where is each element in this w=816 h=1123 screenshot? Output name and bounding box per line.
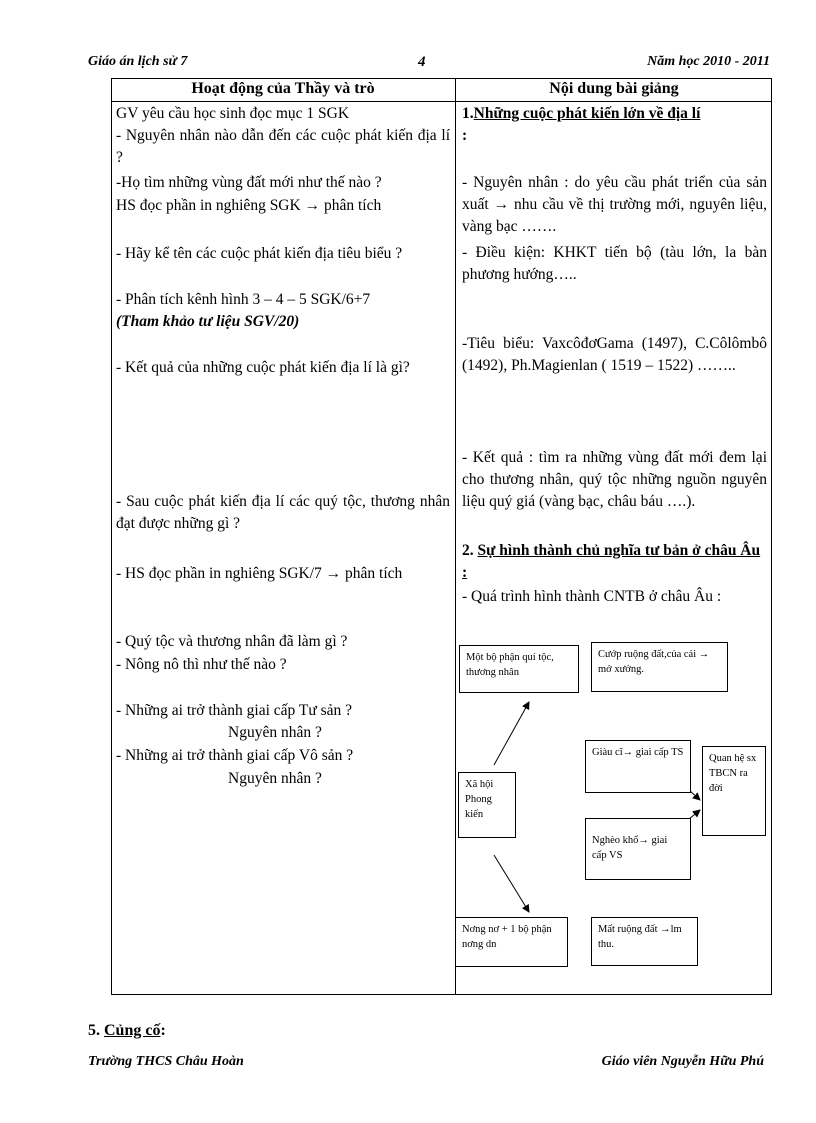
right-text: - Quá trình hình thành CNTB ở châu Âu : [462,588,722,605]
left-text: HS đọc phần in nghiêng SGK → phân tích [116,197,382,214]
footer-teacher: Giáo viên Nguyễn Hữu Phú [601,1054,764,1069]
box-serfs-peasants: Nơng nơ + 1 bộ phận nơng dn [455,917,568,967]
column-title-activities: Hoạt động của Thầy và trò [191,80,375,97]
left-text: Nguyên nhân ? [228,770,322,787]
left-reference-note: (Tham khảo tư liệu SGV/20) [116,313,300,330]
left-text: - HS đọc phần in nghiêng SGK/7 → phân tích [116,565,403,582]
left-text: - Kết quả của những cuộc phát kiến địa lí là gì? [116,359,410,376]
box-lose-land: Mất ruộng đất →lm thu. [591,917,698,966]
left-text: -Họ tìm những vùng đất mới như thế nào ? [116,174,382,191]
left-text: - Những ai trở thành giai cấp Vô sản ? [116,747,354,764]
page-number: 4 [418,54,426,70]
box-seize-land: Cướp ruộng đất,của cải → mở xưởng. [591,642,728,692]
left-text: Nguyên nhân ? [228,724,322,741]
header-subject: Giáo án lịch sử 7 [88,54,188,69]
section-2-heading: 2. Sự hình thành chủ nghĩa tư bản ở châu Âu : [462,542,761,581]
left-text: - Sau cuộc phát kiến địa lí các quý tộc, thương nhân đạt được những gì ? [116,493,450,532]
box-proletariat: Nghèo khổ→ giai cấp VS [585,818,691,880]
arrow-down [494,855,529,912]
left-text: - Phân tích kênh hình 3 – 4 – 5 SGK/6+7 [116,291,371,308]
left-text: - Hãy kể tên các cuộc phát kiến địa tiêu biểu ? [116,245,403,262]
left-text: - Nguyên nhân nào dẫn đến các cuộc phát kiến địa lí ? [116,127,450,166]
right-text: -Tiêu biểu: VaxcôđơGama (1497), C.Côlômbô (1492), Ph.Magienlan ( 1519 – 1522) …….. [462,335,767,374]
footer-school: Trường THCS Châu Hoàn [88,1054,244,1069]
header-row-divider [111,101,772,102]
box-feudal-society: Xã hội Phong kiến [458,772,516,838]
box-capitalist-relations: Quan hệ sx TBCN ra đời [702,746,766,836]
left-text: GV yêu cầu học sinh đọc mục 1 SGK [116,105,350,122]
section-5-heading: 5. Củng cố: [88,1022,166,1039]
right-text: - Kết quả : tìm ra những vùng đất mới đem lại cho thương nhân, quý tộc những nguồn nguyên liệu quý giá (vàng bạc, châu báu ….). [462,449,767,510]
left-text: - Quý tộc và thương nhân đã làm gì ? [116,633,348,650]
section-1-heading: 1.Những cuộc phát kiến lớn về địa lí : [462,105,701,144]
box-nobles-merchants: Một bộ phận quí tộc, thương nhân [459,645,579,693]
header-school-year: Năm học 2010 - 2011 [647,54,770,69]
left-text: - Nông nô thì như thế nào ? [116,656,287,673]
right-text: - Nguyên nhân : do yêu cầu phát triển của sản xuất → nhu cầu về thị trường mới, nguyên liệu, vàng bạc ……. [462,174,767,235]
right-text: - Điều kiện: KHKT tiến bộ (tàu lớn, la bàn phương hướng….. [462,244,767,283]
box-bourgeoisie: Giàu cĩ→ giai cấp TS [585,740,691,793]
column-title-content: Nội dung bài giảng [549,80,679,97]
left-text: - Những ai trở thành giai cấp Tư sản ? [116,702,353,719]
arrow-up [494,702,529,765]
